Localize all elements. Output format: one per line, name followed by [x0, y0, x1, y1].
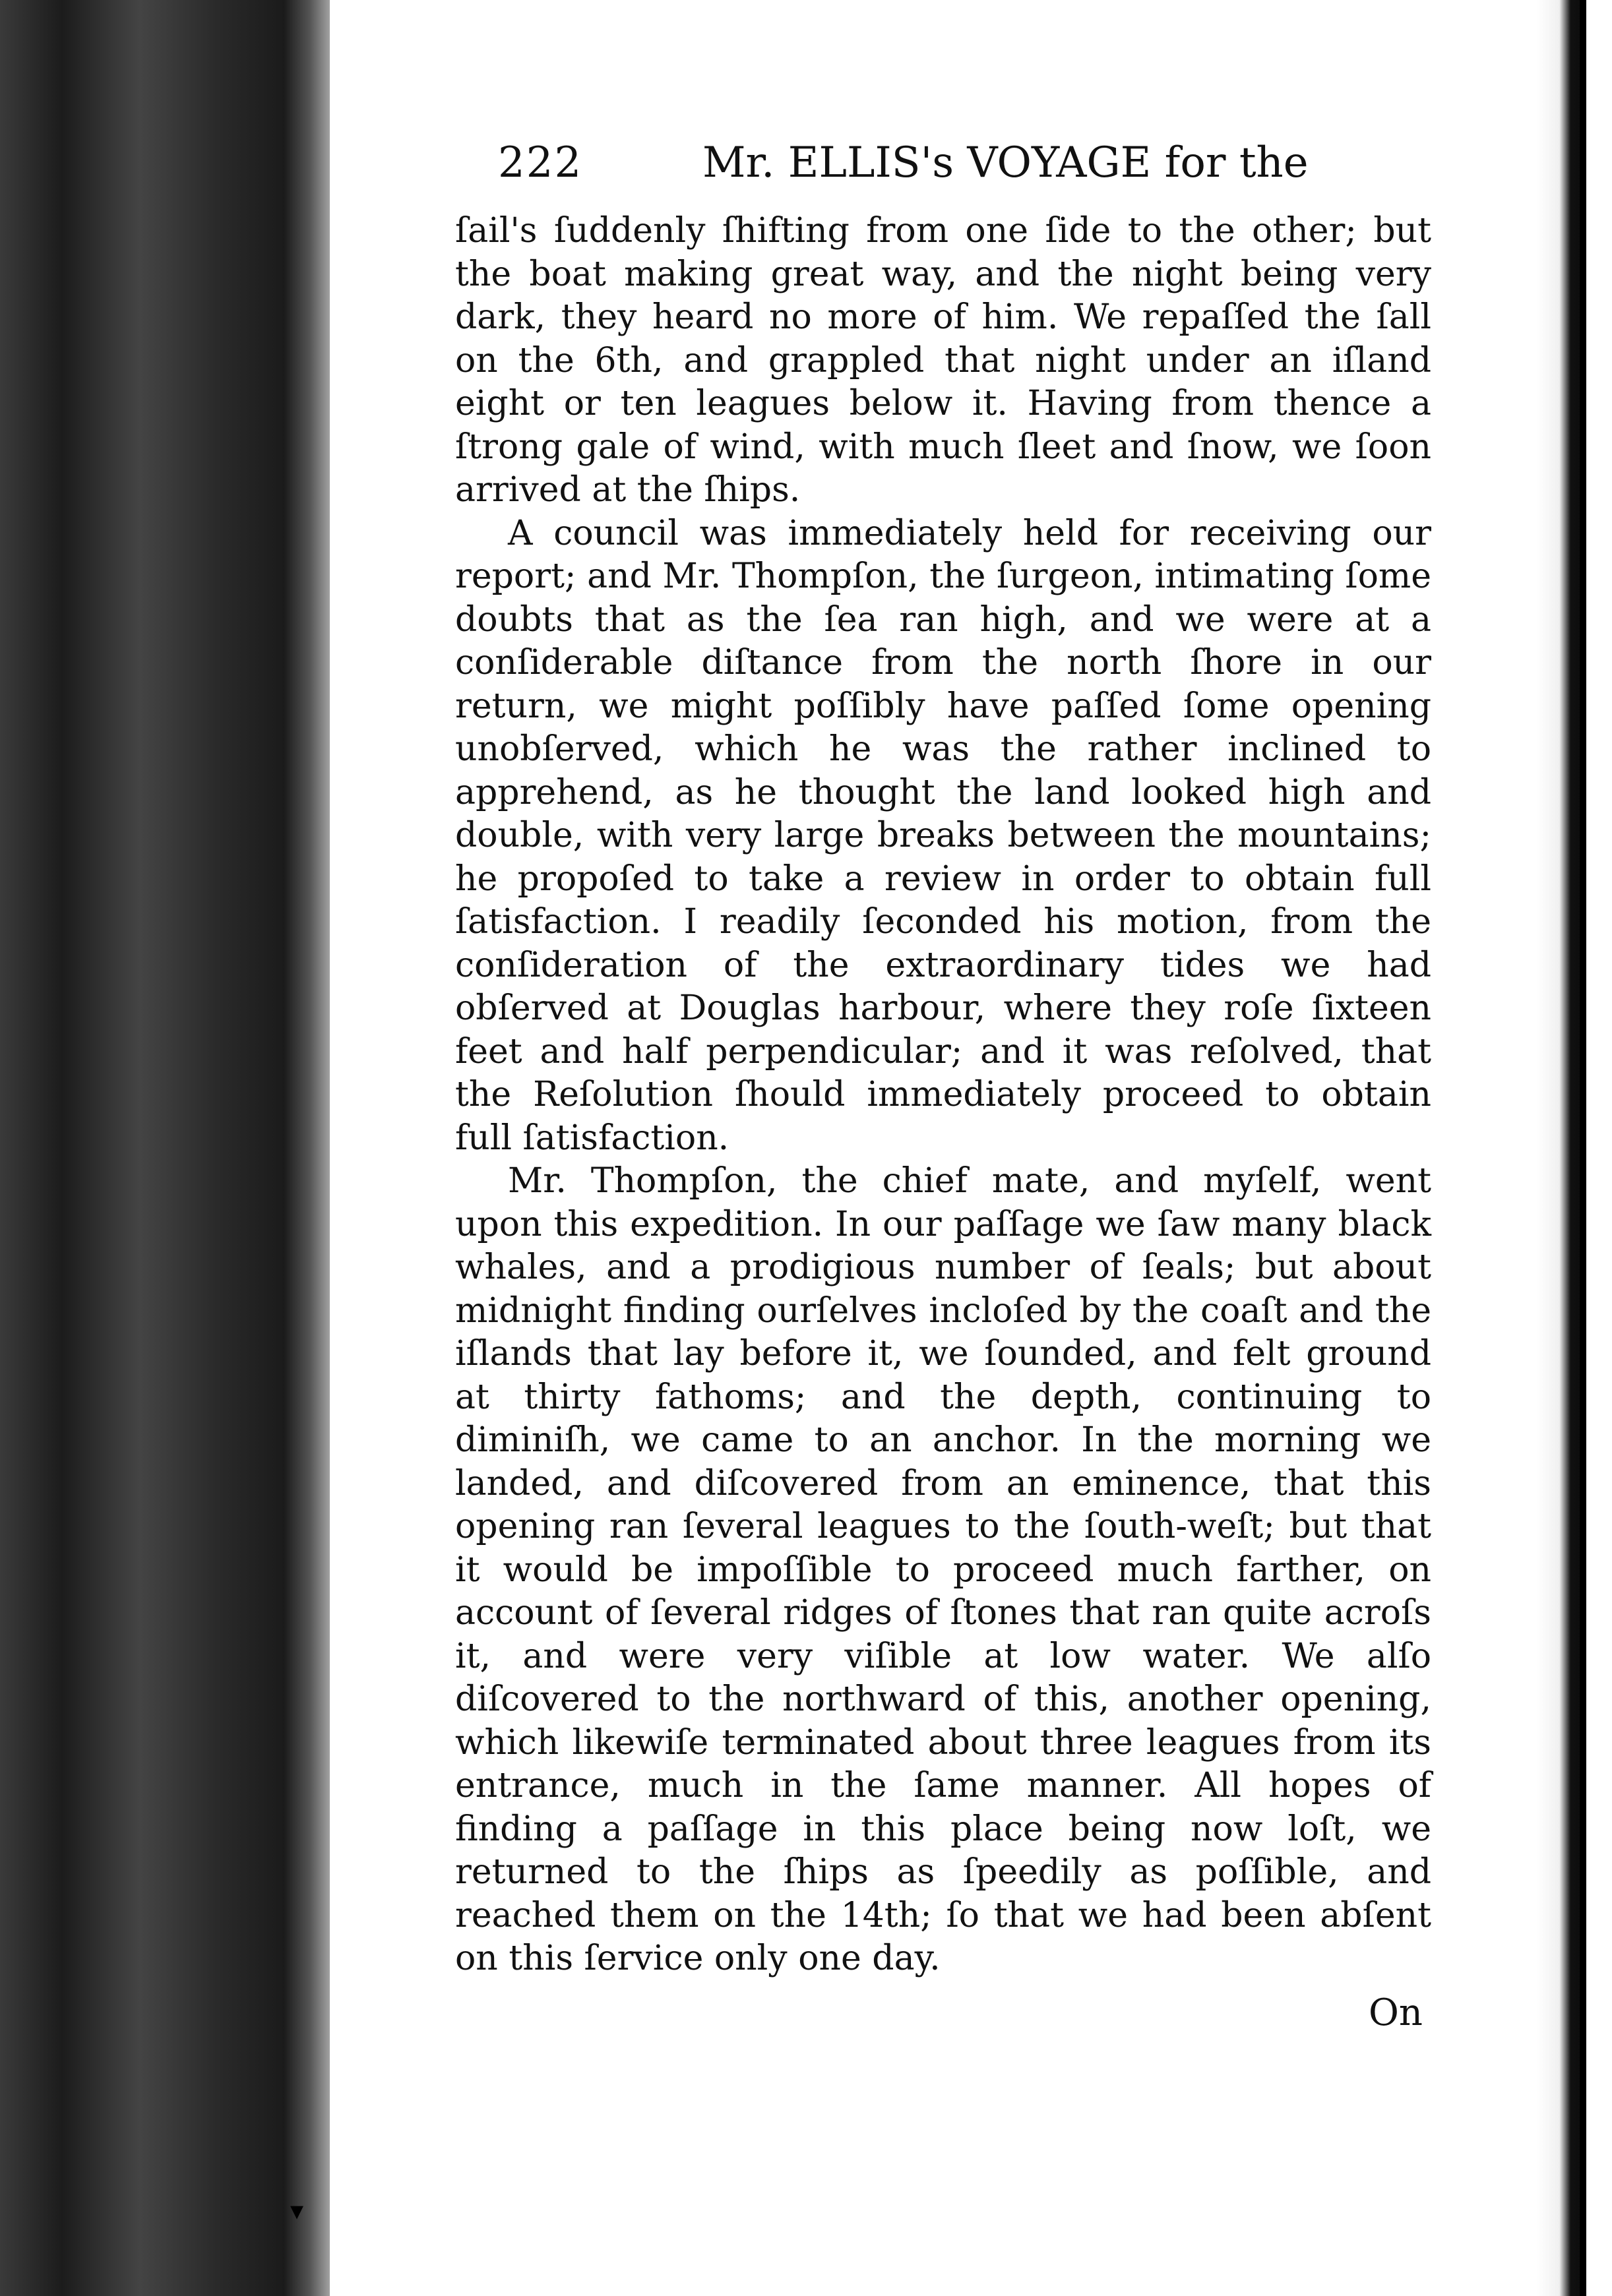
corner-mark-icon: ▾: [290, 2196, 304, 2226]
paragraph-2: A council was immediately held for receiving our report; and Mr. Thompſon, the ſurgeon, intimating ſome doubts that as the ſea ran high, and we were at a conſiderable diſtance from the north ſhore in our return, we might poſſibly have paſſed ſome opening unobſerved, which he was the rather inclined to apprehend, as he thought the land looked high and double, with very large breaks between the mountains; he propoſed to take a review in order to obtain full ſatisfaction. I readily ſeconded his motion, from the conſideration of the extraordinary tides we had obſerved at Douglas harbour, where they roſe ſixteen feet and half perpendicular; and it was reſolved, that the Reſolution ſhould immediately proceed to obtain full ſatisfaction.: [455, 513, 1431, 1158]
page-header: [498, 138, 1309, 198]
body-text: [455, 210, 1431, 1981]
page-number: 222: [498, 138, 583, 187]
paragraph-3: Mr. Thompſon, the chief mate, and myſelf, went upon this expedition. In our paſſage we ſaw many black whales, and a prodigious number of ſeals; but about midnight finding ourſelves incloſed by the coaſt and the iſlands that lay before it, we ſounded, and felt ground at thirty fathoms; and the depth, continuing to diminiſh, we came to an anchor. In the morning we landed, and diſcovered from an eminence, that this opening ran ſeveral leagues to the ſouth-weſt; but that it would be impoſſible to proceed much farther, on account of ſeveral ridges of ſtones that ran quite acroſs it, and were very viſible at low water. We alſo diſcovered to the northward of this, another opening, which likewiſe terminated about three leagues from its entrance, much in the ſame manner. All hopes of finding a paſſage in this place being now loſt, we returned to the ſhips as ſpeedily as poſſible, and reached them on the 14th; ſo that we had been abſent on this ſervice only one day.: [455, 1161, 1431, 1978]
binding-shadow: [284, 0, 336, 2296]
scan-background: [0, 0, 310, 2296]
adjacent-page-strip: [1580, 0, 1612, 2296]
running-head: Mr. ELLIS's VOYAGE for the: [702, 138, 1309, 187]
paragraph-1: ſail's ſuddenly ſhifting from one ſide to the other; but the boat making great way, and the night being very dark, they heard no more of him. We repaſſed the ſall on the 6th, and grappled that night under an iſland eight or ten leagues below it. Having from thence a ſtrong gale of wind, with much ſleet and ſnow, we ſoon arrived at the ſhips.: [455, 211, 1431, 510]
catchword: On: [1369, 1991, 1423, 2034]
